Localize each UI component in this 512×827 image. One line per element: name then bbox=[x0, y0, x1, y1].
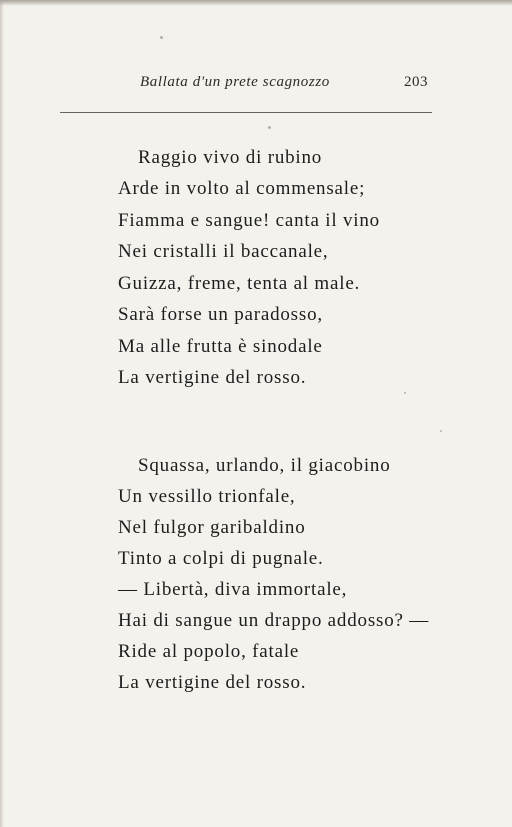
verse-line: Squassa, urlando, il giacobino bbox=[138, 455, 391, 476]
verse-line: Arde in volto al commensale; bbox=[118, 178, 366, 199]
verse-line: Nei cristalli il baccanale, bbox=[118, 241, 329, 262]
scan-shadow-top bbox=[0, 0, 512, 6]
verse-line: Tinto a colpi di pugnale. bbox=[118, 548, 324, 569]
verse-line: Ride al popolo, fatale bbox=[118, 641, 300, 662]
scan-shadow-left bbox=[0, 0, 4, 827]
running-title: Ballata d'un prete scagnozzo bbox=[140, 74, 330, 90]
verse-line: Hai di sangue un drappo addosso? — bbox=[118, 610, 430, 631]
verse-line: Un vessillo trionfale, bbox=[118, 486, 296, 507]
verse-line: — Libertà, diva immortale, bbox=[118, 579, 348, 600]
paper-speck bbox=[268, 126, 271, 129]
paper-speck bbox=[440, 430, 442, 432]
header-rule bbox=[60, 112, 432, 113]
verse-line: Sarà forse un paradosso, bbox=[118, 304, 323, 325]
verse-line: Raggio vivo di rubino bbox=[138, 147, 323, 168]
verse-line: Fiamma e sangue! canta il vino bbox=[118, 210, 380, 231]
verse-line: La vertigine del rosso. bbox=[118, 672, 307, 693]
verse-line: Guizza, freme, tenta al male. bbox=[118, 273, 361, 294]
verse-line: Nel fulgor garibaldino bbox=[118, 517, 306, 538]
verse-line: La vertigine del rosso. bbox=[118, 367, 307, 388]
verse-line: Ma alle frutta è sinodale bbox=[118, 336, 323, 357]
paper-speck bbox=[404, 392, 406, 394]
page-number: 203 bbox=[404, 74, 428, 90]
running-header bbox=[0, 74, 512, 98]
paper-speck bbox=[160, 36, 163, 39]
